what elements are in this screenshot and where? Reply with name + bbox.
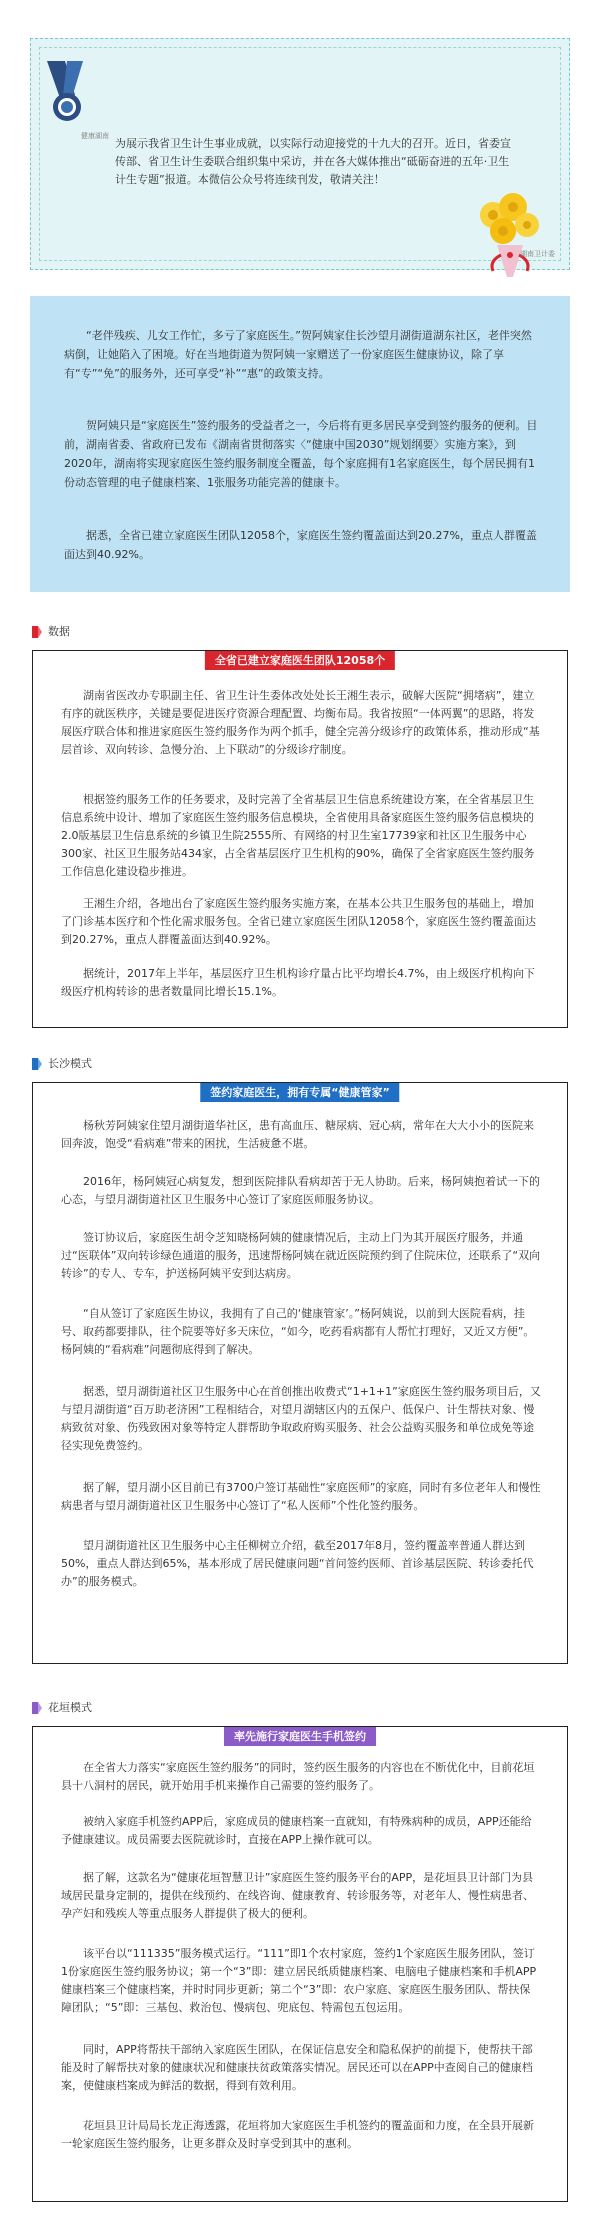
section-title: 全省已建立家庭医生团队12058个 [205,651,395,670]
section-head-data [32,624,70,640]
section-paragraph: 同时，APP将帮扶干部纳入家庭医生团队，在保证信息安全和隐私保护的前提下，使帮扶干部能及时了解帮扶对象的健康状况和健康扶贫政策落实情况。居民还可以在APP中查阅自己的健康档案，使健康档案成为鲜活的数据，得到有效利用。 [61,2043,533,2092]
section-paragraph: 据了解，这款名为“健康花垣智慧卫计”家庭医生签约服务平台的APP，是花垣县卫计部门为县域居民量身定制的，提供在线预约、在线咨询、健康教育、转诊服务等，对老年人、慢性病患者、孕产妇和残疾人等重点服务人群提供了极大的便利。 [61,1871,534,1920]
section-paragraph: 据了解，望月湖小区目前已有3700户签订基础性“家庭医师”的家庭，同时有多位老年人和慢性病患者与望月湖街道社区卫生服务中心签订了“私人医师”个性化签约服务。 [61,1481,541,1512]
section-title: 签约家庭医生，拥有专属“健康管家” [200,1083,399,1102]
section-head-changsha [32,1056,92,1072]
section-paragraph: 望月湖街道社区卫生服务中心主任柳树立介绍，截至2017年8月，签约覆盖率普通人群达到50%，重点人群达到65%，基本形成了居民健康问题“首问签约医师、首诊基层医院、转诊委托代办”的服务模式。 [61,1539,534,1588]
section-title: 率先施行家庭医生手机签约 [224,1727,376,1746]
section-paragraph: 杨秋芳阿姨家住望月湖街道华社区，患有高血压、糖尿病、冠心病，常年在大大小小的医院来回奔波，饱受“看病难”带来的困扰，生活疲惫不堪。 [61,1119,534,1150]
corner-label: 湖南卫计委 [520,250,555,258]
section-paragraph: 被纳入家庭手机签约APP后，家庭成员的健康档案一直就知，有特殊病种的成员，APP还能给予健康建议。成员需要去医院就诊时，直接在APP上操作就可以。 [61,1815,532,1846]
section-paragraph: “自从签订了家庭医生协议，我拥有了自己的‘健康管家’。”杨阿姨说，以前到大医院看病，挂号、取药都要排队，往个院要等好多天床位，“如今，吃药看病都有人帮忙打理好，又近又方便”。杨阿姨的“看病难”问题彻底得到了解决。 [61,1307,535,1356]
section-paragraph: 根据签约服务工作的任务要求，及时完善了全省基层卫生信息系统建设方案，在全省基层卫生信息系统中设计、增加了家庭医生签约服务信息模块，全省使用具备家庭医生签约服务信息模块的2.0版基层卫生信息系统的乡镇卫生院2555所、有网络的村卫生室17739家和社区卫生服务中心300家、社区卫生服务站434家，占全省基层医疗卫生机构的90%，确保了全省家庭医生签约服务工作信息化建设稳步推进。 [61,793,535,878]
section-label: 数据 [48,625,70,638]
story-paragraph: “老伴残疾、儿女工作忙，多亏了家庭医生。”贺阿姨家住长沙望月湖街道湖东社区，老伴突然病倒，让她陷入了困境。好在当地街道为贺阿姨一家赠送了一份家庭医生健康协议，除了享有“专”“免”的服务外，还可享受“补”“惠”的政策支持。 [64,329,532,380]
intro-text: 为展示我省卫生计生事业成就，以实际行动迎接党的十九大的召开。近日，省委宣传部、省卫生计生委联合组织集中采访，并在各大媒体推出“砥砺奋进的五年·卫生计生专题”报道。本微信公众号将连续刊发，敬请关注！ [115,137,511,186]
section-paragraph: 湖南省医改办专职副主任、省卫生计生委体改处处长王湘生表示，破解大医院“拥堵病”，建立有序的就医秩序，关键是要促进医疗资源合理配置、均衡布局。我省按照“一体两翼”的思路，将发展医疗联合体和推进家庭医生签约服务作为两个抓手，健全完善分级诊疗的政策体系，推动形成“基层首诊、双向转诊、急慢分治、上下联动”的分级诊疗制度。 [61,689,540,756]
section-paragraph: 2016年，杨阿姨冠心病复发，想到医院排队看病却苦于无人协助。后来，杨阿姨抱着试一下的心态，与望月湖街道社区卫生服务中心签订了家庭医师服务协议。 [61,1175,540,1206]
intro-card [30,38,570,270]
story-paragraph: 据悉，全省已建立家庭医生团队12058个，家庭医生签约覆盖面达到20.27%，重点人群覆盖面达到40.92%。 [64,529,537,561]
section-marker-icon [32,1702,42,1714]
section-paragraph: 据悉，望月湖街道社区卫生服务中心在首创推出收费式“1+1+1”家庭医生签约服务项目后，又与望月湖街道“百万助老济困”工程相结合，对望月湖辖区内的五保户、低保户、计生帮扶对象、慢病致贫对象、伤残致困对象等特定人群帮助争取政府购买服务、社会公益购买服务和单位成免等途径实现免费签约。 [61,1385,541,1452]
section-box-data [32,650,568,1028]
bouquet-icon [467,185,547,285]
section-paragraph: 据统计，2017年上半年，基层医疗卫生机构诊疗量占比平均增长4.7%，由上级医疗机构向下级医疗机构转诊的患者数量同比增长15.1%。 [61,967,535,998]
section-label: 长沙模式 [48,1057,92,1070]
badge-label: 健康湖南 [81,132,109,140]
section-paragraph: 王湘生介绍，各地出台了家庭医生签约服务实施方案，在基本公共卫生服务包的基础上，增加了门诊基本医疗和个性化需求服务包。全省已建立家庭医生团队12058个，家庭医生签约覆盖面达到20.27%，重点人群覆盖面达到40.92%。 [61,897,536,946]
story-card [30,296,570,592]
story-paragraph: 贺阿姨只是“家庭医生”签约服务的受益者之一，今后将有更多居民享受到签约服务的便利。目前，湖南省委、省政府已发布《湖南省贯彻落实〈“健康中国2030”规划纲要〉实施方案》，到2020年，湖南将实现家庭医生签约服务制度全覆盖，每个家庭拥有1名家庭医生，每个居民拥有1份动态管理的电子健康档案、1张服务功能完善的健康卡。 [64,419,538,489]
section-box-changsha [32,1082,568,1664]
section-box-huayuan [32,1726,568,2202]
section-paragraph: 签订协议后，家庭医生胡令芝知晓杨阿姨的健康情况后，主动上门为其开展医疗服务，并通过“医联体”双向转诊绿色通道的服务，迅速帮杨阿姨在就近医院预约到了住院床位，还联系了“双向转诊”的专人、专车，护送杨阿姨平安到达病房。 [61,1231,541,1280]
section-paragraph: 花垣县卫计局局长龙正海透露，花垣将加大家庭医生手机签约的覆盖面和力度，在全县开展新一轮家庭医生签约服务，让更多群众及时享受到其中的惠利。 [61,2119,534,2150]
section-paragraph: 该平台以“111335”服务模式运行。“111”即1个农村家庭，签约1个家庭医生服务团队，签订1份家庭医生签约服务协议；第一个“3”即：建立居民纸质健康档案、电脑电子健康档案和手机APP健康档案三个健康档案，并时时同步更新；第二个“3”即：农户家庭、家庭医生服务团队、帮扶保障团队；“5”即：三基包、救治包、慢病包、兜底包、特需包五包运用。 [61,1947,537,2014]
section-head-huayuan [32,1700,92,1716]
section-paragraph: 在全省大力落实“家庭医生签约服务”的同时，签约医生服务的内容也在不断优化中，目前花垣县十八洞村的居民，就开始用手机来操作自己需要的签约服务了。 [61,1761,535,1792]
ribbon-badge-icon [45,61,85,123]
section-marker-icon [32,1058,42,1070]
section-label: 花垣模式 [48,1701,92,1714]
section-marker-icon [32,626,42,638]
